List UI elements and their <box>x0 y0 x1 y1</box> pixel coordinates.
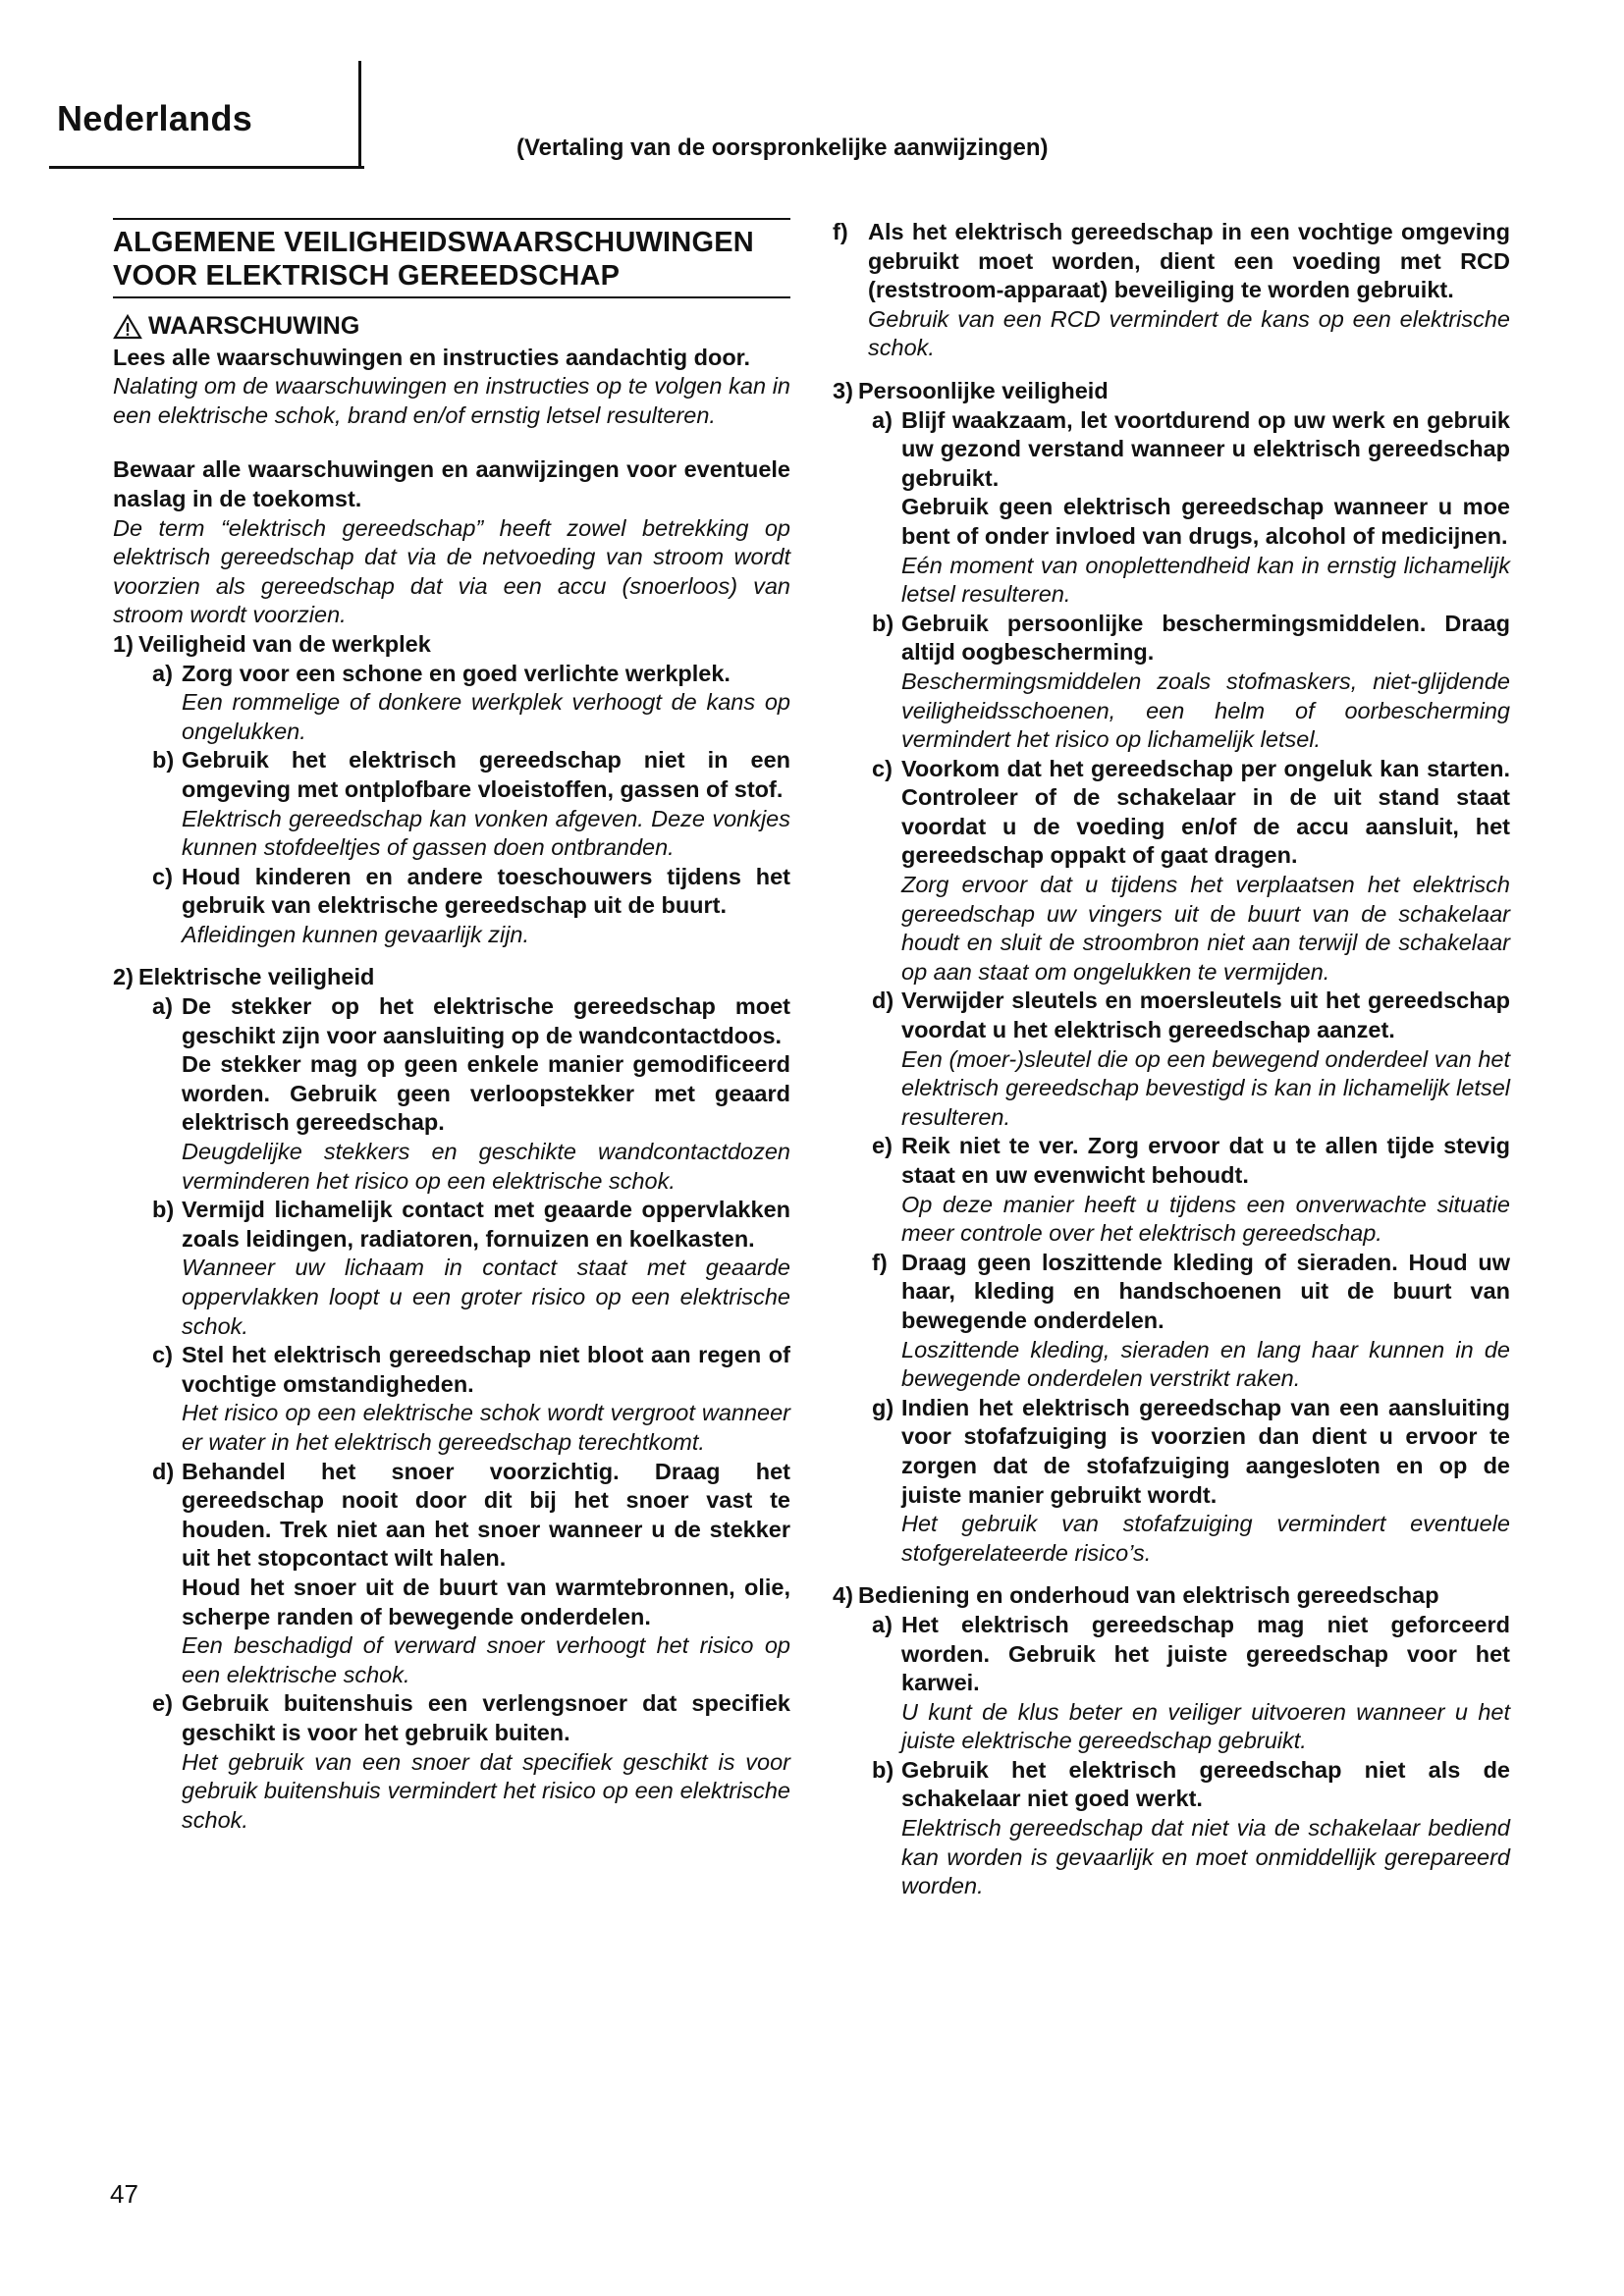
section-3-title: Persoonlijke veiligheid <box>858 377 1109 403</box>
warning-heading <box>113 312 790 342</box>
item-label: g) <box>872 1394 894 1420</box>
list-item <box>833 218 1510 363</box>
item-italic-text: Loszittende kleding, sieraden en lang haar kunnen in de bewegende onderdelen verstrikt raken. <box>901 1336 1510 1392</box>
item-bold-text: Zorg voor een schone en goed verlichte werkplek. <box>182 660 731 686</box>
section-1-title: Veiligheid van de werkplek <box>138 630 431 657</box>
item-bold-text: Gebruik het elektrisch gereedschap niet als de schakelaar niet goed werkt. <box>901 1756 1510 1812</box>
item-bold-text: Gebruik het elektrisch gereedschap niet in een omgeving met ontplofbare vloeistoffen, gassen of stof. <box>182 747 790 802</box>
section-2-heading <box>113 963 790 992</box>
item-label: c) <box>152 1342 173 1368</box>
list-item <box>152 1196 790 1341</box>
item-label: b) <box>872 610 894 636</box>
list-item <box>872 1132 1510 1248</box>
list-item <box>152 1689 790 1835</box>
item-bold-text: Vermijd lichamelijk contact met geaarde oppervlakken zoals leidingen, radiatoren, fornuizen en koelkasten. <box>182 1197 790 1252</box>
section-3-number: 3) <box>833 377 853 403</box>
right-column <box>833 218 1510 1901</box>
list-item <box>872 987 1510 1132</box>
item-italic-text: Beschermingsmiddelen zoals stofmaskers, niet-glijdende veiligheidsschoenen, een helm of oorbescherming vermindert het risico op lichamelijk letsel. <box>901 667 1510 753</box>
item-label: d) <box>872 988 894 1014</box>
list-item <box>152 1341 790 1457</box>
item-italic-text: Het gebruik van stofafzuiging vermindert eventuele stofgerelateerde risico’s. <box>901 1511 1510 1566</box>
warning-label: WAARSCHUWING <box>148 312 360 340</box>
item-label: f) <box>872 1249 888 1275</box>
item-bold-text: Indien het elektrisch gereedschap van een aansluiting voor stofafzuiging is voorzien dan dient u ervoor te zorgen dat de stofafzuiging aangesloten en op de juiste manier gebruikt wordt. <box>901 1394 1510 1508</box>
item-label: a) <box>872 1611 893 1637</box>
item-italic-text: Het risico op een elektrische schok wordt vergroot wanneer er water in het elektrisch gereedschap terechtkomt. <box>182 1400 790 1455</box>
item-bold-text-2: De stekker mag op geen enkele manier gemodificeerd worden. Gebruik geen verloopstekker met geaard elektrisch gereedschap. <box>182 1051 790 1136</box>
item-label: a) <box>152 993 173 1020</box>
item-bold-text: Houd kinderen en andere toeschouwers tijdens het gebruik van elektrische gereedschap uit de buurt. <box>182 863 790 919</box>
item-label: c) <box>152 863 173 889</box>
item-label: b) <box>152 747 175 774</box>
item-label: d) <box>152 1458 175 1484</box>
list-item <box>152 863 790 950</box>
section-4-number: 4) <box>833 1582 853 1609</box>
list-item <box>872 406 1510 610</box>
item-label: c) <box>872 755 893 781</box>
item-bold-text: Reik niet te ver. Zorg ervoor dat u te allen tijde stevig staat en uw evenwicht behoudt. <box>901 1133 1510 1188</box>
item-italic-text: Eén moment van onoplettendheid kan in ernstig lichamelijk letsel resulteren. <box>901 552 1510 608</box>
item-label: b) <box>872 1756 894 1783</box>
item-label: f) <box>833 219 848 244</box>
warning-triangle-icon <box>113 314 142 340</box>
item-bold-text: Als het elektrisch gereedschap in een vochtige omgeving gebruikt moet worden, dient een voeding met RCD (reststroom-apparaat) beveiliging te worden gebruikt. <box>868 219 1510 303</box>
item-bold-text: Voorkom dat het gereedschap per ongeluk kan starten. Controleer of de schakelaar in de uit stand staat voordat u de voeding en/of de accu aansluit, het gereedschap oppakt of gaat dragen. <box>901 755 1510 869</box>
warning-bold-text: Lees alle waarschuwingen en instructies aandachtig door. <box>113 344 751 370</box>
item-bold-text-2: Houd het snoer uit de buurt van warmtebronnen, olie, scherpe randen of bewegende onderdelen. <box>182 1574 790 1629</box>
left-column <box>113 218 790 1835</box>
item-label: a) <box>152 660 173 686</box>
item-italic-text: Een (moer-)sleutel die op een bewegend onderdeel van het elektrisch gereedschap bevestigd is kan in lichamelijk letsel resulteren. <box>901 1045 1510 1130</box>
keep-instructions-italic: De term “elektrisch gereedschap” heeft zowel betrekking op elektrisch gereedschap dat via de netvoeding van stroom wordt voorzien als gereedschap dat via een accu (snoerloos) van stroom wordt voorzien. <box>113 514 790 628</box>
list-item <box>152 746 790 862</box>
item-italic-text: Elektrisch gereedschap dat niet via de schakelaar bediend kan worden is gevaarlijk en moet onmiddellijk gerepareerd worden. <box>901 1815 1510 1899</box>
list-item <box>872 610 1510 755</box>
item-bold-text: Behandel het snoer voorzichtig. Draag het gereedschap nooit door dit bij het snoer vast te houden. Trek niet aan het snoer wanneer u de stekker uit het stopcontact wilt halen. <box>182 1458 790 1572</box>
section-1-heading <box>113 630 790 660</box>
item-italic-text: Elektrisch gereedschap kan vonken afgeven. Deze vonkjes kunnen stofdeeltjes of gassen doen ontbranden. <box>182 805 790 861</box>
item-bold-text: Gebruik buitenshuis een verlengsnoer dat specifiek geschikt is voor het gebruik buiten. <box>182 1690 790 1745</box>
item-italic-text: Het gebruik van een snoer dat specifiek geschikt is voor gebruik buitenshuis vermindert het risico op een elektrische schok. <box>182 1748 790 1833</box>
item-italic-text: Een beschadigd of verward snoer verhoogt het risico op een elektrische schok. <box>182 1632 790 1687</box>
list-item <box>872 755 1510 988</box>
item-bold-text: Stel het elektrisch gereedschap niet bloot aan regen of vochtige omstandigheden. <box>182 1342 790 1397</box>
item-bold-text-2: Gebruik geen elektrisch gereedschap wanneer u moe bent of onder invloed van drugs, alcohol of medicijnen. <box>901 494 1510 549</box>
item-bold-text: Gebruik persoonlijke beschermingsmiddelen. Draag altijd oogbescherming. <box>901 610 1510 666</box>
item-italic-text: Een rommelige of donkere werkplek verhoogt de kans op ongelukken. <box>182 689 790 744</box>
section-2-number: 2) <box>113 964 134 990</box>
language-box-vertical-rule <box>358 61 361 169</box>
list-item <box>872 1394 1510 1569</box>
page-number: 47 <box>110 2179 138 2209</box>
list-item <box>152 660 790 747</box>
item-label: b) <box>152 1197 175 1223</box>
item-label: a) <box>872 406 893 433</box>
warning-italic-text: Nalating om de waarschuwingen en instructies op te volgen kan in een elektrische schok, brand en/of ernstig letsel resulteren. <box>113 373 790 428</box>
item-italic-text: Gebruik van een RCD vermindert de kans op een elektrische schok. <box>868 305 1510 361</box>
item-italic-text: Deugdelijke stekkers en geschikte wandcontactdozen verminderen het risico op een elektrische schok. <box>182 1139 790 1194</box>
item-label: e) <box>872 1133 893 1159</box>
list-item <box>152 992 790 1196</box>
language-title: Nederlands <box>57 98 253 138</box>
section-3-heading <box>833 377 1510 406</box>
translation-subtitle: (Vertaling van de oorspronkelijke aanwijzingen) <box>516 134 1049 161</box>
item-italic-text: Op deze manier heeft u tijdens een onverwachte situatie meer controle over het elektrisch gereedschap. <box>901 1191 1510 1247</box>
keep-instructions-bold: Bewaar alle waarschuwingen en aanwijzingen voor eventuele naslag in de toekomst. <box>113 456 790 511</box>
section-4-title: Bediening en onderhoud van elektrisch gereedschap <box>858 1582 1439 1609</box>
item-italic-text: Wanneer uw lichaam in contact staat met geaarde oppervlakken loopt u een groter risico op een elektrische schok. <box>182 1255 790 1339</box>
item-italic-text: Zorg ervoor dat u tijdens het verplaatsen het elektrisch gereedschap uw vingers uit de buurt van de schakelaar houdt en sluit de stroombron niet aan terwijl de schakelaar op aan staat om ongelukken te vermijden. <box>901 872 1510 985</box>
section-4-heading <box>833 1581 1510 1611</box>
list-item <box>872 1249 1510 1394</box>
item-bold-text: De stekker op het elektrische gereedschap moet geschikt zijn voor aansluiting op de wandcontactdoos. <box>182 993 790 1048</box>
language-box-horizontal-rule <box>49 166 364 169</box>
list-item <box>152 1458 790 1690</box>
page-title: ALGEMENE VEILIGHEIDSWAARSCHUWINGEN VOOR ELEKTRISCH GEREEDSCHAP <box>113 218 790 298</box>
item-italic-text: Afleidingen kunnen gevaarlijk zijn. <box>182 921 530 947</box>
item-label: e) <box>152 1690 173 1717</box>
section-1-number: 1) <box>113 630 134 657</box>
list-item <box>872 1756 1510 1901</box>
item-bold-text: Blijf waakzaam, let voortdurend op uw werk en gebruik uw gezond verstand wanneer u elektrisch gereedschap gebruikt. <box>901 406 1510 491</box>
item-bold-text: Draag geen loszittende kleding of sieraden. Houd uw haar, kleding en handschoenen uit de buurt van bewegende onderdelen. <box>901 1249 1510 1333</box>
item-italic-text: U kunt de klus beter en veiliger uitvoeren wanneer u het juiste elektrische gereedschap gebruikt. <box>901 1698 1510 1754</box>
item-bold-text: Verwijder sleutels en moersleutels uit het gereedschap voordat u het elektrisch gereedschap aanzet. <box>901 988 1510 1043</box>
item-bold-text: Het elektrisch gereedschap mag niet geforceerd worden. Gebruik het juiste gereedschap voor het karwei. <box>901 1611 1510 1696</box>
section-2-title: Elektrische veiligheid <box>138 964 375 990</box>
list-item <box>872 1611 1510 1756</box>
